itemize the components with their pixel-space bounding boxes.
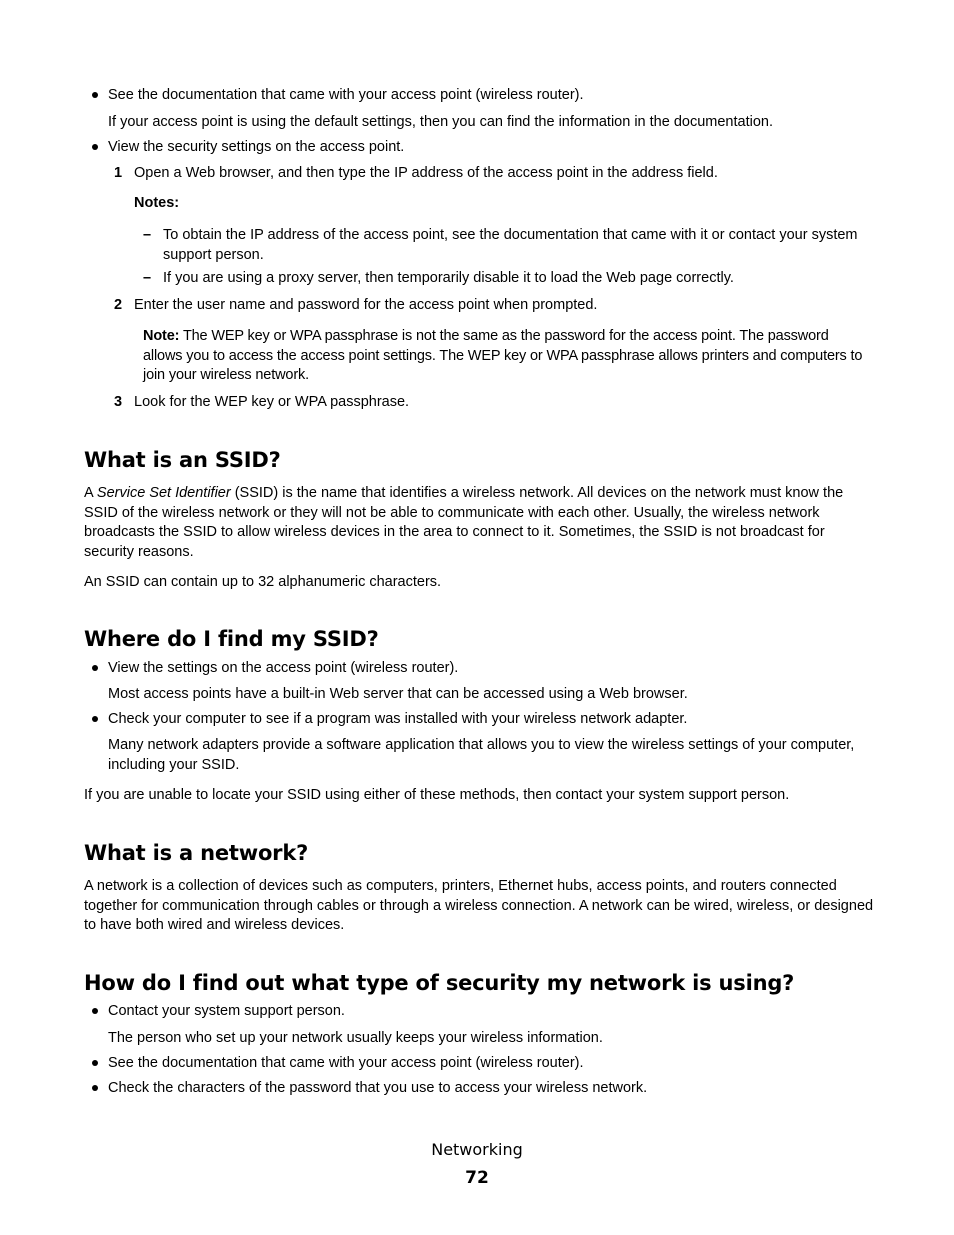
- paragraph: An SSID can contain up to 32 alphanumeric characters.: [84, 574, 442, 590]
- bullet-text: Check your computer to see if a program was installed with your wireless network adapter.: [108, 711, 688, 727]
- footer-section: Networking: [431, 1140, 523, 1159]
- step-text: Look for the WEP key or WPA passphrase.: [134, 394, 410, 410]
- step-text: Enter the user name and password for the access point when prompted.: [134, 297, 598, 313]
- bullet: [92, 1060, 98, 1066]
- note-text: The WEP key or WPA passphrase is not the same as the password for the access point. The password allows you to access the access point settings. The WEP key or WPA passphrase allows printers and computers to join your wireless network.: [143, 328, 863, 383]
- bullet: [92, 1008, 98, 1014]
- notes-label: Notes:: [134, 195, 180, 211]
- paragraph-rest: (SSID) is the name that identifies a wireless network. All devices on the network must know the SSID of the wireless network or they will not be able to communicate with each other. Usually, the wireless network broadcasts the SSID to allow wireless devices in the area to connect to it. Sometimes, the SSID is not broadcast for security reasons.: [84, 485, 844, 560]
- note-item: If you are using a proxy server, then temporarily disable it to load the Web page correctly.: [163, 270, 734, 286]
- bullet-subtext: If your access point is using the default settings, then you can find the information in the documentation.: [108, 114, 773, 130]
- paragraph-lead: A: [84, 485, 97, 501]
- page-number: 72: [465, 1168, 489, 1188]
- bullet-subtext: The person who set up your network usually keeps your wireless information.: [108, 1030, 603, 1046]
- step-text: Open a Web browser, and then type the IP address of the access point in the address field.: [134, 165, 718, 181]
- paragraph: A network is a collection of devices such as computers, printers, Ethernet hubs, access points, and routers connected together for communication through cables or through a wireless connection. A network can be wired, wireless, or designed to have both wired and wireless devices.: [84, 878, 874, 933]
- bullet-text: View the security settings on the access point.: [108, 139, 405, 155]
- section-heading: What is a network?: [84, 841, 309, 865]
- bullet-text: See the documentation that came with your access point (wireless router).: [108, 87, 584, 103]
- note-paragraph: [143, 327, 871, 386]
- note-label: Note:: [143, 328, 180, 344]
- bullet: [92, 716, 98, 722]
- bullet-subtext: Many network adapters provide a software application that allows you to view the wireless settings of your computer, including your SSID.: [108, 737, 855, 773]
- section-heading: How do I find out what type of security my network is using?: [84, 971, 795, 995]
- paragraph: If you are unable to locate your SSID using either of these methods, then contact your system support person.: [84, 787, 790, 803]
- bullet-text: See the documentation that came with your access point (wireless router).: [108, 1055, 584, 1071]
- bullet: [92, 144, 98, 150]
- bullet-text: View the settings on the access point (wireless router).: [108, 660, 459, 676]
- section-heading: Where do I find my SSID?: [84, 627, 379, 651]
- dash-marker: –: [143, 227, 152, 243]
- note-item: To obtain the IP address of the access point, see the documentation that came with it or contact your system support person.: [163, 227, 858, 263]
- bullet: [92, 92, 98, 98]
- step-number: 1: [114, 165, 123, 181]
- bullet: [92, 665, 98, 671]
- step-number: 2: [114, 297, 123, 313]
- dash-marker: –: [143, 270, 152, 286]
- italic-term: Service Set Identifier: [96, 485, 231, 501]
- bullet-text: Contact your system support person.: [108, 1003, 345, 1019]
- step-number: 3: [114, 394, 123, 410]
- section-heading: What is an SSID?: [84, 448, 281, 472]
- paragraph: [84, 484, 872, 562]
- bullet-subtext: Most access points have a built-in Web server that can be accessed using a Web browser.: [108, 686, 688, 702]
- bullet: [92, 1085, 98, 1091]
- bullet-text: Check the characters of the password that you use to access your wireless network.: [108, 1080, 648, 1096]
